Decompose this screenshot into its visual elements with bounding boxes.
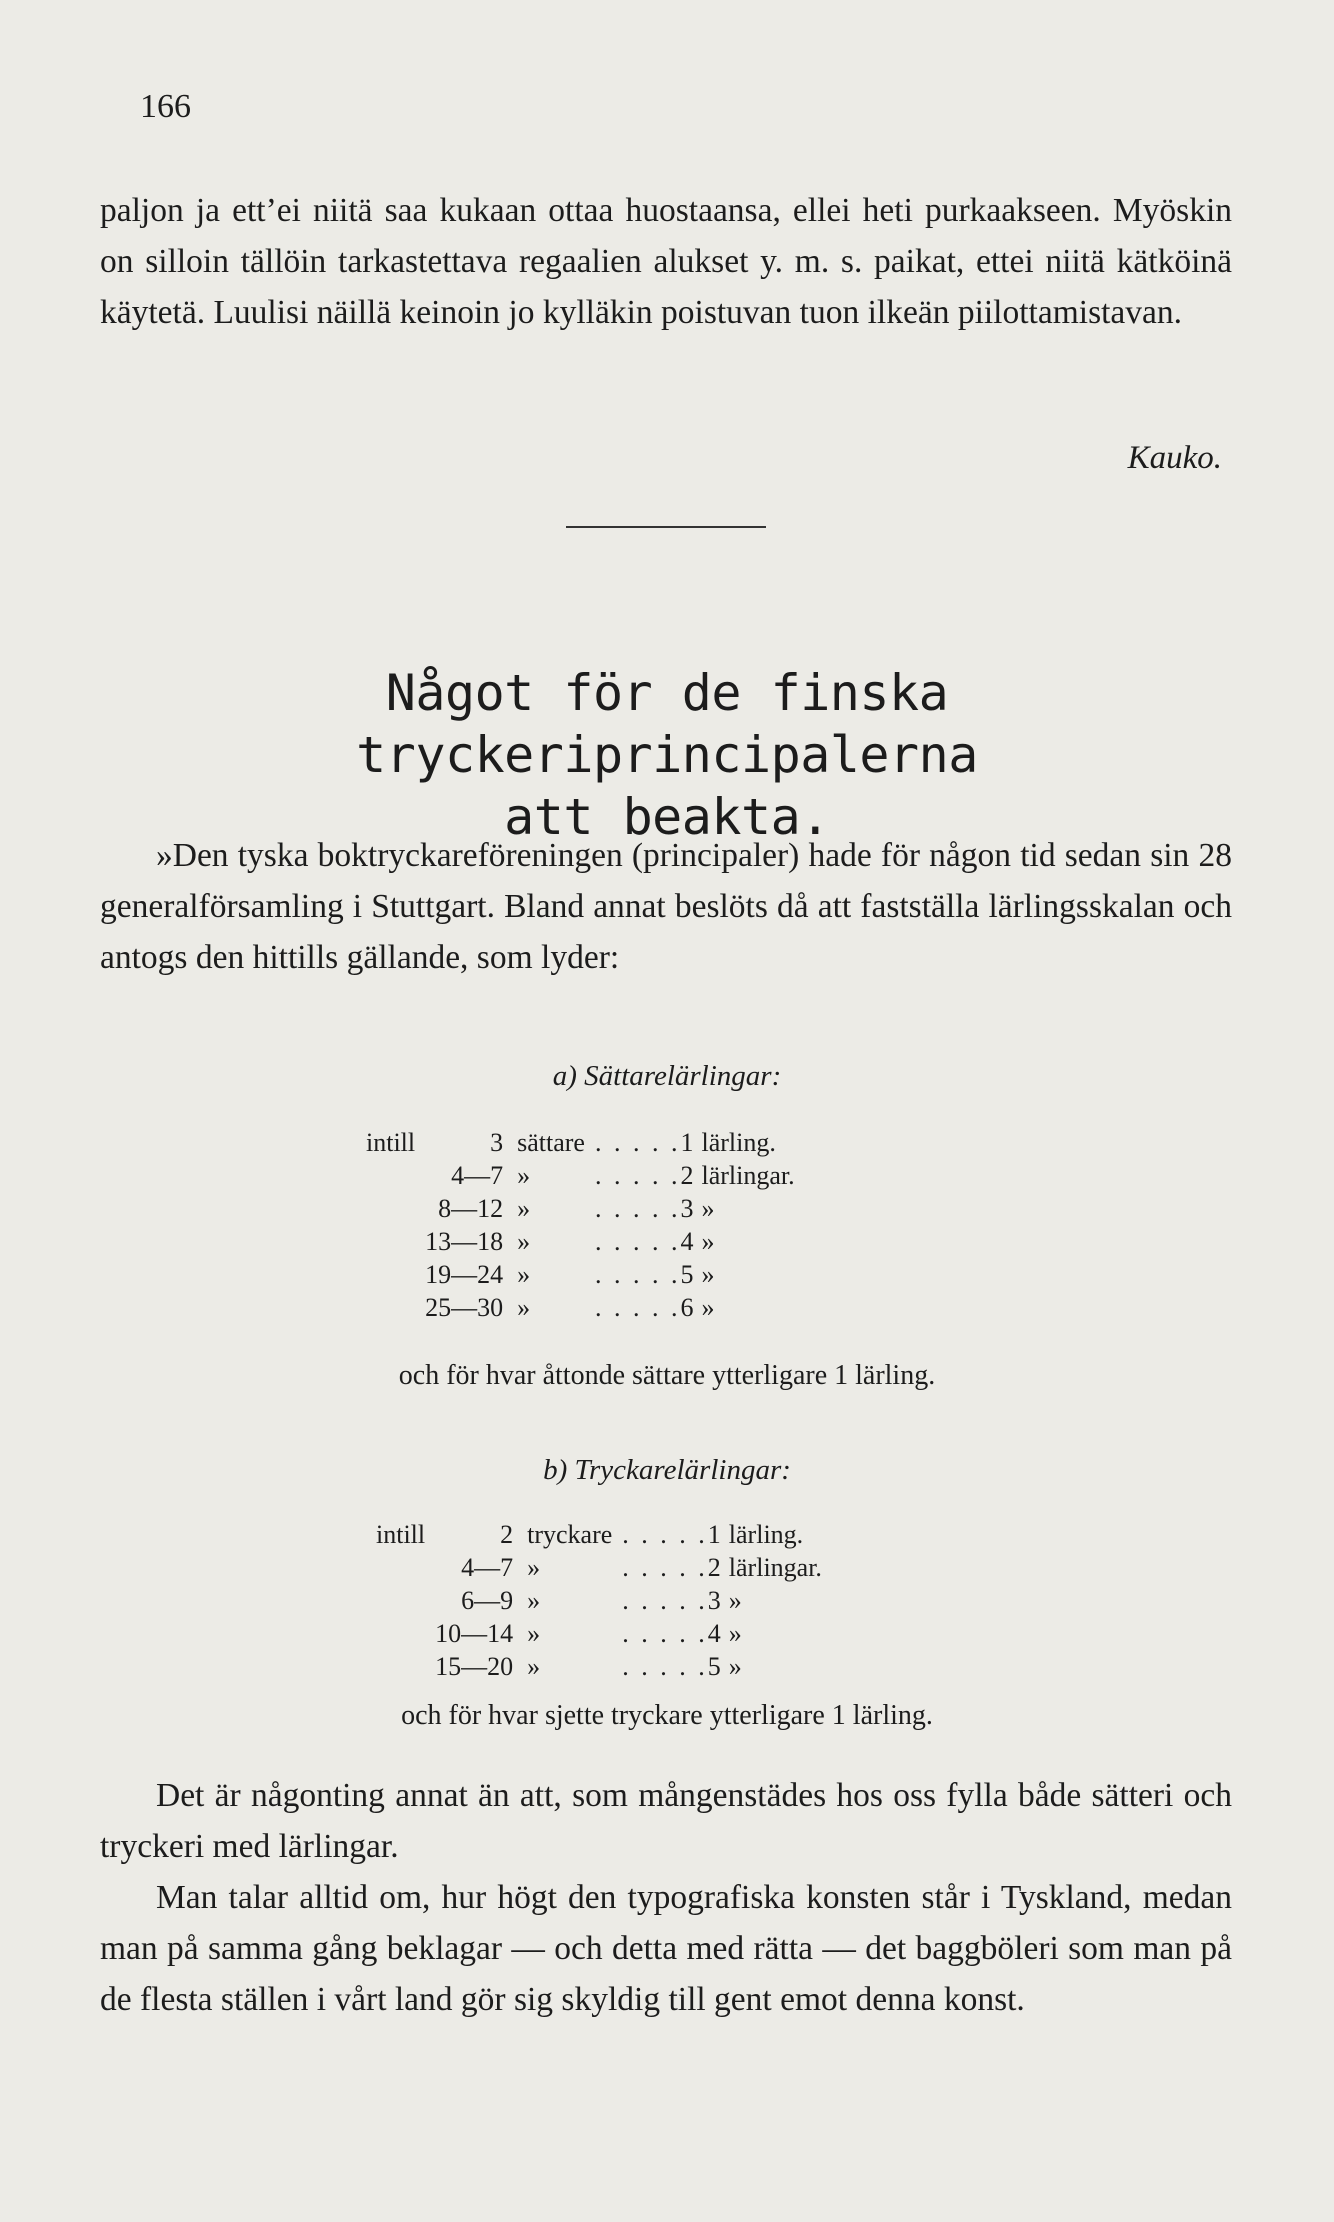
sattare-row <box>366 1227 795 1260</box>
tryckare-cell-range: 15—20 <box>435 1652 514 1681</box>
sattare-cell-count: 6 <box>680 1293 694 1322</box>
closing-paragraph-1: Det är någonting annat än att, som mångenstädes hos oss fylla både sätteri och tryckeri med lärlingar. <box>100 1777 1232 1865</box>
sattare-cell-range: 3 <box>490 1128 504 1157</box>
article-title <box>100 662 1234 848</box>
sattare-cell-range: 4—7 <box>451 1161 504 1190</box>
tryckare-cell-unit: » <box>728 1619 742 1648</box>
sattare-cell-role: sättare <box>517 1128 585 1157</box>
sattare-cell-lead: . . . . . <box>594 1128 681 1157</box>
sattare-row <box>366 1293 795 1326</box>
tryckare-cell-unit: lärling. <box>728 1520 804 1549</box>
sattare-cell-range: 13—18 <box>425 1227 504 1256</box>
sattare-row <box>366 1161 795 1194</box>
tryckare-cell-count: 3 <box>707 1586 721 1615</box>
tryckare-row <box>376 1619 822 1652</box>
article-intro-text: »Den tyska boktryckareföreningen (principaler) hade för någon tid sedan sin 28 generalförsamling i Stuttgart. Bland annat beslöts då att fastställa lärlingsskalan och antogs den hittills gällande, som lyder: <box>100 837 1232 976</box>
tryckare-cell-count: 1 <box>707 1520 721 1549</box>
sattare-cell-prefix <box>366 1293 425 1326</box>
sattare-cell-count: 4 <box>680 1227 694 1256</box>
tryckare-cell-count: 4 <box>707 1619 721 1648</box>
tryckare-cell-role: » <box>527 1619 541 1648</box>
tryckare-cell-role: » <box>527 1553 541 1582</box>
tryckare-row <box>376 1652 822 1685</box>
author-signature: Kauko. <box>1127 440 1222 476</box>
sattare-cell-role: » <box>517 1293 531 1322</box>
sattare-cell-count: 1 <box>680 1128 694 1157</box>
sattare-cell-lead: . . . . . <box>594 1227 681 1256</box>
tryckare-cell-prefix <box>376 1652 435 1685</box>
tryckare-cell-unit: » <box>728 1652 742 1681</box>
intro-paragraph <box>100 185 1232 338</box>
sattare-cell-lead: . . . . . <box>594 1161 681 1190</box>
tryckare-cell-lead: . . . . . <box>622 1520 708 1549</box>
tryckare-cell-lead: . . . . . <box>622 1619 708 1648</box>
tryckare-cell-range: 4—7 <box>461 1553 514 1582</box>
tryckare-cell-unit: » <box>728 1586 742 1615</box>
tryckare-cell-range: 6—9 <box>461 1586 514 1615</box>
sattare-cell-prefix <box>366 1260 425 1293</box>
tryckare-row <box>376 1553 822 1586</box>
tryckare-cell-role: tryckare <box>527 1520 613 1549</box>
sattare-row <box>366 1128 795 1161</box>
tryckare-cell-count: 2 <box>707 1553 721 1582</box>
section-divider <box>566 526 766 528</box>
article-title-line-1: Något för de finska tryckeriprincipalerna <box>356 664 978 784</box>
tryckare-cell-prefix <box>376 1553 435 1586</box>
closing-text <box>100 1770 1232 2025</box>
sattare-row <box>366 1194 795 1227</box>
sattare-cell-lead: . . . . . <box>594 1260 681 1289</box>
sattare-cell-lead: . . . . . <box>594 1293 681 1322</box>
sattare-section-title: a) Sättarelärlingar: <box>552 1060 782 1092</box>
sattare-cell-role: » <box>517 1260 531 1289</box>
tryckare-cell-range: 2 <box>500 1520 514 1549</box>
tryckare-cell-role: » <box>527 1652 541 1681</box>
tryckare-trailer: och för hvar sjette tryckare ytterligare 1 lärling. <box>401 1700 933 1731</box>
tryckare-row <box>376 1586 822 1619</box>
tryckare-cell-count: 5 <box>707 1652 721 1681</box>
tryckare-cell-lead: . . . . . <box>622 1553 708 1582</box>
sattare-cell-role: » <box>517 1194 531 1223</box>
sattare-row <box>366 1260 795 1293</box>
sattare-cell-count: 2 <box>680 1161 694 1190</box>
sattare-cell-prefix <box>366 1161 425 1194</box>
page-number: 166 <box>140 88 191 125</box>
sattare-cell-unit: » <box>701 1293 715 1322</box>
sattare-cell-prefix <box>366 1227 425 1260</box>
tryckare-cell-prefix <box>376 1586 435 1619</box>
sattare-cell-prefix: intill <box>366 1128 416 1157</box>
sattare-cell-role: » <box>517 1161 531 1190</box>
sattare-cell-lead: . . . . . <box>594 1194 681 1223</box>
sattare-cell-range: 25—30 <box>425 1293 504 1322</box>
tryckare-cell-range: 10—14 <box>435 1619 514 1648</box>
tryckare-cell-prefix: intill <box>376 1520 426 1549</box>
sattare-cell-prefix <box>366 1194 425 1227</box>
sattare-cell-count: 5 <box>680 1260 694 1289</box>
sattare-cell-range: 19—24 <box>425 1260 504 1289</box>
sattare-trailer: och för hvar åttonde sättare ytterligare 1 lärling. <box>398 1360 936 1391</box>
sattare-cell-unit: lärling. <box>701 1128 776 1157</box>
tryckare-cell-role: » <box>527 1586 541 1615</box>
sattare-table <box>366 1128 795 1326</box>
tryckare-cell-prefix <box>376 1619 435 1652</box>
sattare-cell-unit: » <box>701 1194 715 1223</box>
sattare-cell-unit: » <box>701 1260 715 1289</box>
tryckare-section-title: b) Tryckarelärlingar: <box>543 1454 791 1486</box>
tryckare-cell-lead: . . . . . <box>622 1586 708 1615</box>
tryckare-row <box>376 1520 822 1553</box>
tryckare-cell-lead: . . . . . <box>622 1652 708 1681</box>
tryckare-cell-unit: lärlingar. <box>728 1553 822 1582</box>
sattare-cell-unit: » <box>701 1227 715 1256</box>
sattare-cell-role: » <box>517 1227 531 1256</box>
sattare-cell-count: 3 <box>680 1194 694 1223</box>
closing-paragraph-2: Man talar alltid om, hur högt den typografiska konsten står i Tyskland, medan man på samma gång beklagar — och detta med rätta — det baggböleri som man på de flesta ställen i vårt land gör sig skyldig till gent emot denna konst. <box>100 1879 1232 2018</box>
sattare-cell-unit: lärlingar. <box>701 1161 795 1190</box>
article-title-line-2: att beakta. <box>504 788 830 846</box>
intro-text: paljon ja ett’ei niitä saa kukaan ottaa huostaansa, ellei heti purkaakseen. Myöskin on silloin tällöin tarkastettava regaalien alukset y. m. s. paikat, ettei niitä kätköinä käytetä. Luulisi näillä keinoin jo kylläkin poistuvan tuon ilkeän piilottamistavan. <box>100 192 1232 331</box>
tryckare-table <box>376 1520 822 1685</box>
sattare-cell-range: 8—12 <box>438 1194 504 1223</box>
article-intro-paragraph <box>100 830 1232 983</box>
